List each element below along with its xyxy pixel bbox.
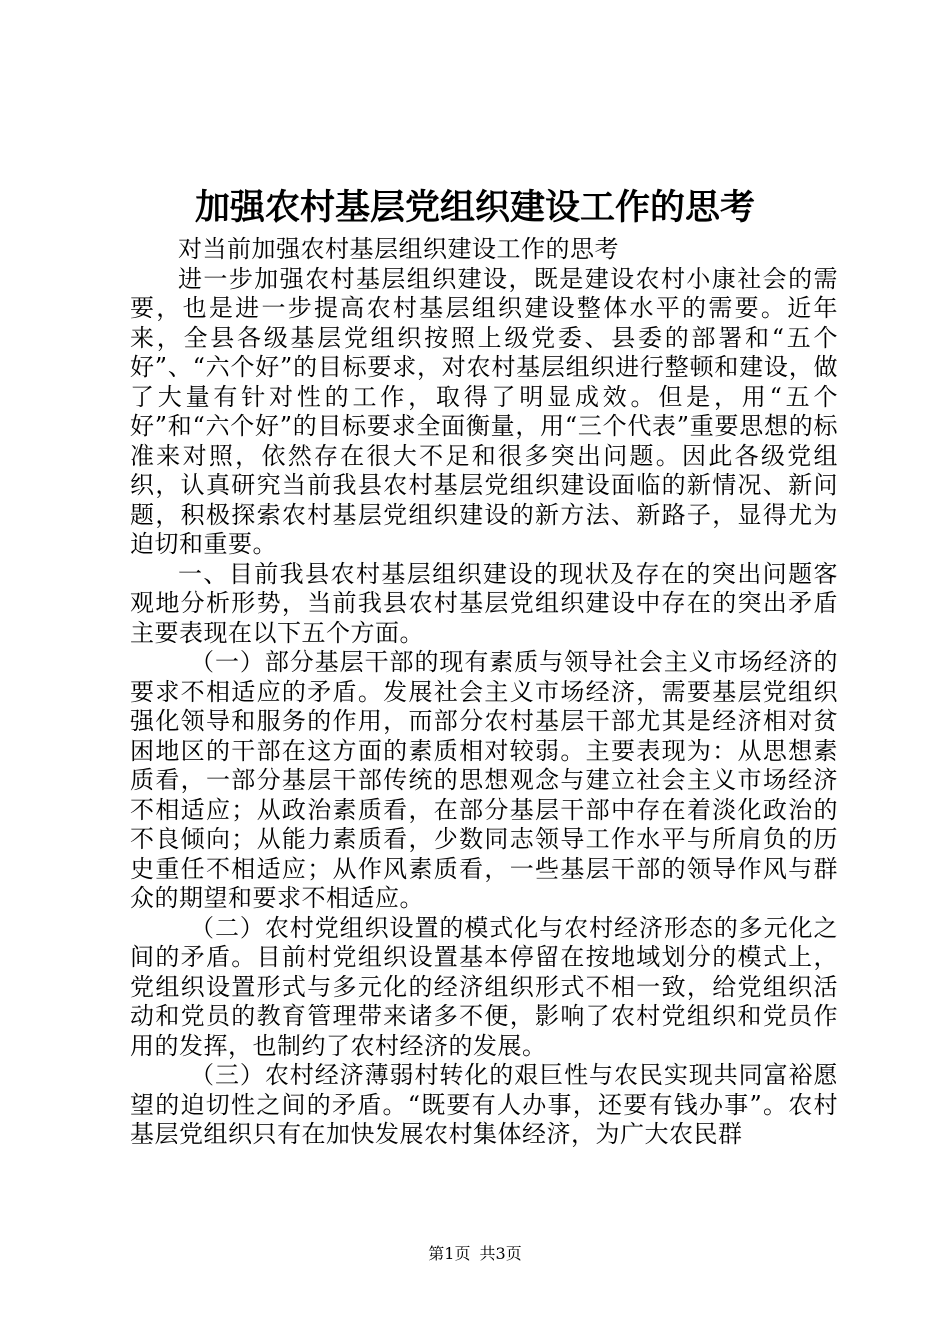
page-number-total: 共3页 [479,1244,522,1263]
paragraph-item-two: （二）农村党组织设置的模式化与农村经济形态的多元化之间的矛盾。目前村党组织设置基本停留在按地域划分的模式上，党组织设置形式与多元化的经济组织形式不相一致，给党组织活动和党员的教育管理带来诸多不便，影响了农村党组织和党员作用的发挥，也制约了农村经济的发展。 [130,913,838,1060]
paragraph-intro: 进一步加强农村基层组织建设，既是建设农村小康社会的需要，也是进一步提高农村基层组织建设整体水平的需要。近年来，全县各级基层党组织按照上级党委、县委的部署和“五个好”、“六个好”的目标要求，对农村基层组织进行整顿和建设，做了大量有针对性的工作，取得了明显成效。但是，用“五个好”和“六个好”的目标要求全面衡量，用“三个代表”重要思想的标准来对照，依然存在很大不足和很多突出问题。因此各级党组织，认真研究当前我县农村基层党组织建设面临的新情况、新问题，积极探索农村基层党组织建设的新方法、新路子，显得尤为迫切和重要。 [130,264,838,558]
paragraph-item-three: （三）农村经济薄弱村转化的艰巨性与农民实现共同富裕愿望的迫切性之间的矛盾。“既要有人办事，还要有钱办事”。农村基层党组织只有在加快发展农村集体经济，为广大农民群 [130,1061,838,1148]
page-number-current: 第1页 [428,1244,471,1263]
paragraph-subtitle: 对当前加强农村基层组织建设工作的思考 [178,235,619,263]
paragraph-item-one: （一）部分基层干部的现有素质与领导社会主义市场经济的要求不相适应的矛盾。发展社会主义市场经济，需要基层党组织强化领导和服务的作用，而部分农村基层干部尤其是经济相对贫困地区的干部在这方面的素质相对较弱。主要表现为：从思想素质看，一部分基层干部传统的思想观念与建立社会主义市场经济不相适应；从政治素质看，在部分基层干部中存在着淡化政治的不良倾向；从能力素质看，少数同志领导工作水平与所肩负的历史重任不相适应；从作风素质看，一些基层干部的领导作风与群众的期望和要求不相适应。 [130,648,838,912]
document-title: 加强农村基层党组织建设工作的思考 [194,187,755,228]
page-footer [0,1244,950,1264]
paragraph-section-one: 一、目前我县农村基层组织建设的现状及存在的突出问题客观地分析形势，当前我县农村基层党组织建设中存在的突出矛盾主要表现在以下五个方面。 [130,559,838,647]
document-body [130,235,838,1150]
